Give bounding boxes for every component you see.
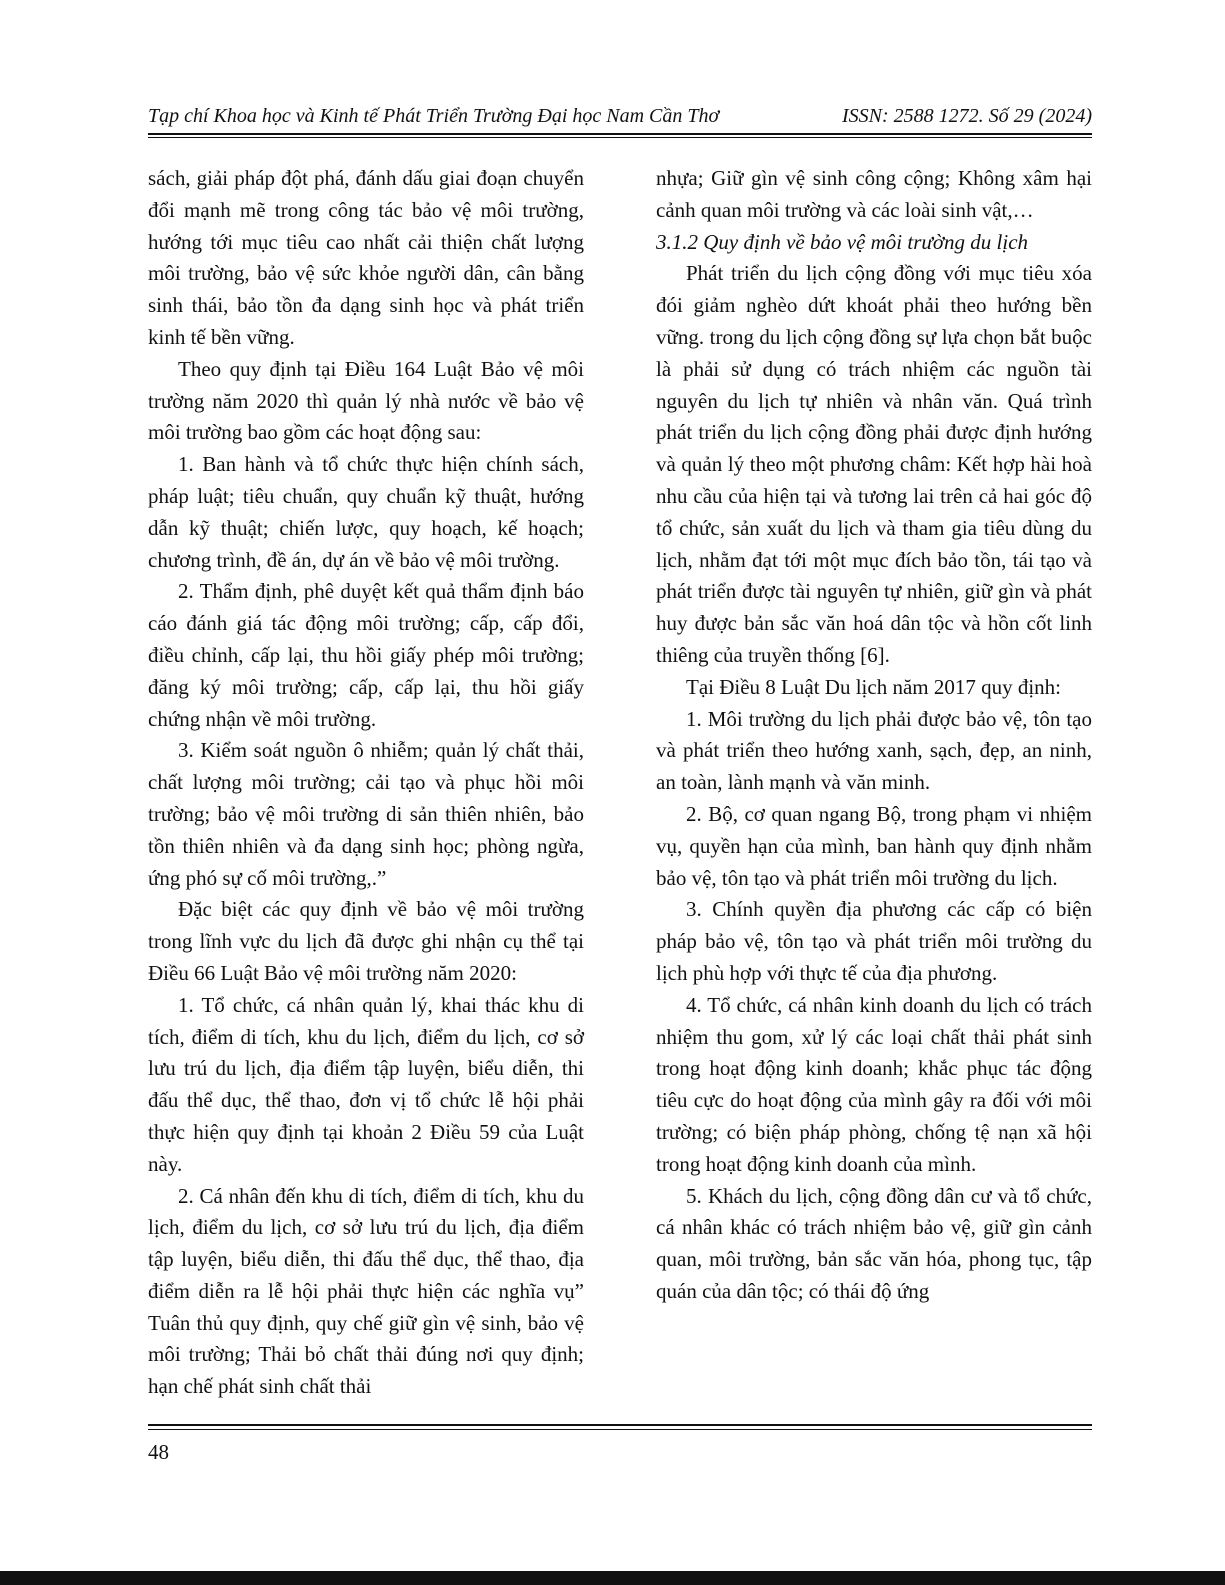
paragraph: 3. Chính quyền địa phương các cấp có biện pháp bảo vệ, tôn tạo và phát triển môi trường du lịch phù hợp với thực tế của địa phương. — [656, 897, 1092, 985]
paragraph: 3. Kiểm soát nguồn ô nhiễm; quản lý chất thải, chất lượng môi trường; cải tạo và phục hồi môi trường; bảo vệ môi trường di sản thiên nhiên, bảo tồn thiên nhiên và đa dạng sinh học; phòng ngừa, ứng phó sự cố môi trường,.” — [148, 738, 584, 890]
page-number: 48 — [148, 1440, 169, 1464]
paragraph: 1. Ban hành và tổ chức thực hiện chính sách, pháp luật; tiêu chuẩn, quy chuẩn kỹ thuật, hướng dẫn kỹ thuật; chiến lược, quy hoạch, kế hoạch; chương trình, đề án, dự án về bảo vệ môi trường. — [148, 452, 584, 572]
section-heading: 3.1.2 Quy định về bảo vệ môi trường du lịch — [656, 229, 1029, 254]
paragraph: sách, giải pháp đột phá, đánh dấu giai đoạn chuyển đổi mạnh mẽ trong công tác bảo vệ môi trường, hướng tới mục tiêu cao nhất cải thiện chất lượng môi trường, bảo vệ sức khỏe người dân, cân bằng sinh thái, bảo tồn đa dạng sinh học và phát triển kinh tế bền vững. — [148, 166, 584, 349]
paragraph: 2. Cá nhân đến khu di tích, điểm di tích, khu du lịch, điểm du lịch, cơ sở lưu trú du lịch, địa điểm tập luyện, biểu diễn, thi đấu thể dục, thể thao, địa điểm diễn ra lễ hội phải thực hiện các nghĩa vụ” Tuân thủ quy định, quy chế giữ gìn vệ sinh, bảo vệ môi trường; Thải bỏ chất thải đúng nơi quy định; hạn chế phát sinh chất thải — [148, 1183, 584, 1399]
bottom-edge-bar — [0, 1571, 1225, 1585]
footer-rule — [148, 1424, 1092, 1426]
paragraph: 2. Thẩm định, phê duyệt kết quả thẩm định báo cáo đánh giá tác động môi trường; cấp, cấp đổi, điều chỉnh, cấp lại, thu hồi giấy phép môi trường; đăng ký môi trường; cấp, cấp lại, thu hồi giấy chứng nhận về môi trường. — [148, 579, 584, 731]
header-rule-thin — [148, 137, 1092, 138]
paragraph: Đặc biệt các quy định về bảo vệ môi trường trong lĩnh vực du lịch đã được ghi nhận cụ thể tại Điều 66 Luật Bảo vệ môi trường năm 2020: — [148, 897, 584, 985]
paragraph: Tại Điều 8 Luật Du lịch năm 2017 quy định: — [686, 674, 1062, 699]
issn-issue: ISSN: 2588 1272. Số 29 (2024) — [842, 105, 1092, 127]
paragraph: 1. Môi trường du lịch phải được bảo vệ, tôn tạo và phát triển theo hướng xanh, sạch, đẹp, an ninh, an toàn, lành mạnh và văn minh. — [656, 706, 1092, 795]
paragraph: 2. Bộ, cơ quan ngang Bộ, trong phạm vi nhiệm vụ, quyền hạn của mình, ban hành quy định nhằm bảo vệ, tôn tạo và phát triển môi trường du lịch. — [656, 801, 1092, 890]
paragraph: 1. Tổ chức, cá nhân quản lý, khai thác khu di tích, điểm di tích, khu du lịch, điểm du lịch, cơ sở lưu trú du lịch, địa điểm tập luyện, biểu diễn, thi đấu thể dục, thể thao, đơn vị tổ chức lễ hội phải thực hiện quy định tại khoản 2 Điều 59 của Luật này. — [148, 992, 584, 1176]
right-column — [656, 163, 1092, 1308]
paragraph: nhựa; Giữ gìn vệ sinh công cộng; Không xâm hại cảnh quan môi trường và các loài sinh vật,… — [656, 166, 1092, 222]
paragraph: 5. Khách du lịch, cộng đồng dân cư và tổ chức, cá nhân khác có trách nhiệm bảo vệ, giữ gìn cảnh quan, môi trường, bản sắc văn hóa, phong tục, tập quán của dân tộc; có thái độ ứng — [656, 1183, 1092, 1303]
paragraph: Phát triển du lịch cộng đồng với mục tiêu xóa đói giảm nghèo dứt khoát phải theo hướng bền vững. trong du lịch cộng đồng sự lựa chọn bắt buộc là phải sử dụng có trách nhiệm các nguồn tài nguyên du lịch tự nhiên và nhân văn. Quá trình phát triển du lịch cộng đồng phải được định hướng và quản lý theo một phương châm: Kết hợp hài hoà nhu cầu của hiện tại và tương lai trên cả hai góc độ tổ chức, sản xuất du lịch và tham gia tiêu dùng du lịch, nhằm đạt tới một mục đích bảo tồn, tái tạo và phát triển được tài nguyên tự nhiên, giữ gìn và phát huy được bản sắc văn hoá dân tộc và hồn cốt linh thiêng của truyền thống [6]. — [656, 261, 1092, 667]
paragraph: 4. Tổ chức, cá nhân kinh doanh du lịch có trách nhiệm thu gom, xử lý các loại chất thải phát sinh trong hoạt động kinh doanh; khắc phục tác động tiêu cực do hoạt động của mình gây ra đối với môi trường; có biện pháp phòng, chống tệ nạn xã hội trong hoạt động kinh doanh của mình. — [656, 992, 1092, 1176]
journal-title: Tạp chí Khoa học và Kinh tế Phát Triển Trường Đại học Nam Cần Thơ — [148, 105, 720, 127]
left-column — [148, 163, 584, 1403]
header-rule — [148, 133, 1092, 135]
paragraph: Theo quy định tại Điều 164 Luật Bảo vệ môi trường năm 2020 thì quản lý nhà nước về bảo vệ môi trường bao gồm các hoạt động sau: — [148, 356, 584, 445]
footer-rule-thin — [148, 1429, 1092, 1430]
